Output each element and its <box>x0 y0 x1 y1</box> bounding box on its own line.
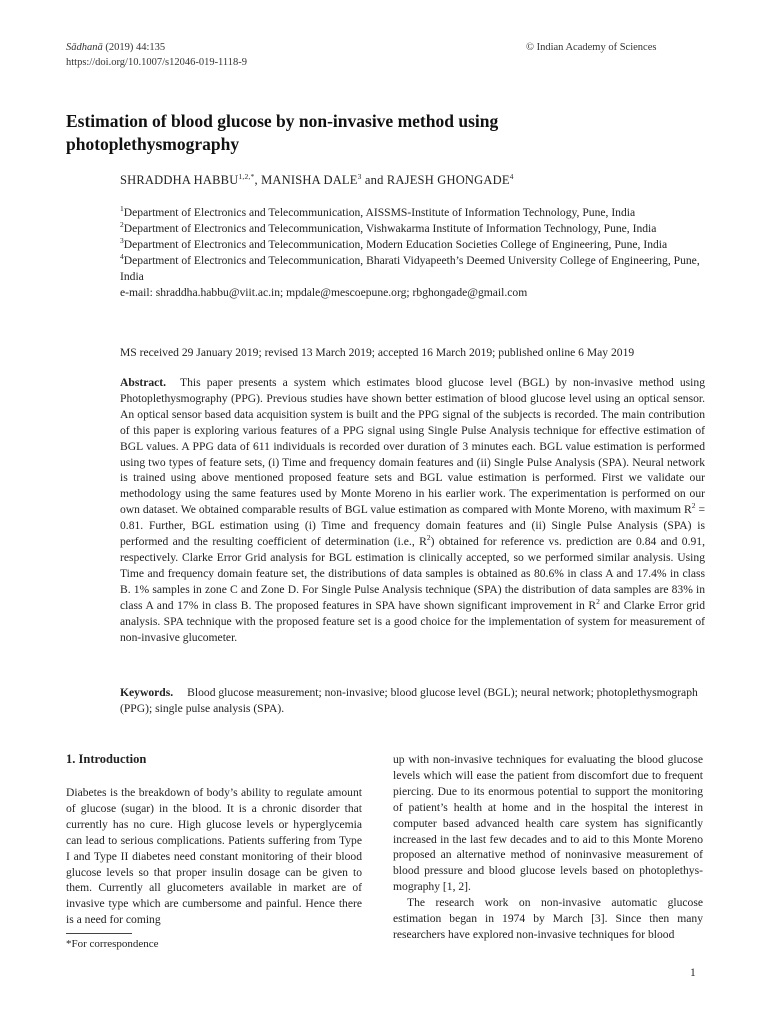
affiliation <box>120 221 705 237</box>
affiliation-text: Department of Electronics and Telecommunication, AISSMS-Institute of Information Technology, Pune, India <box>123 206 636 219</box>
keywords-text: Blood glucose measurement; non-invasive; blood glucose level (BGL); neural network; photoplethysmograph (PPG); single pulse analysis (SPA). <box>120 686 698 715</box>
keywords-label: Keywords. <box>120 686 174 699</box>
affiliation-number: 4 <box>120 251 124 261</box>
author-name: RAJESH GHONGADE <box>386 173 510 187</box>
body-paragraph: up with non-invasive techniques for evaluating the blood glucose levels which will ease the patient from discomfort due to frequent piercing. Due to its enormous potential to support the monitoring of patient’s health at home and in the hospital the interest in computer based advanced health care system has significantly increased in the last few decades and to aid to this Monte Moreno proposed an alternative method of noninvasive measurement of blood pressure and blood glucose levels based on photoplethysmography [1, 2]. <box>393 753 703 894</box>
affiliation-number: 2 <box>120 220 124 230</box>
author-list <box>120 173 514 188</box>
author-separator: and <box>361 173 387 187</box>
abstract-text: = 0.81. Further, BGL estimation using (i) Time and frequency domain features and (ii) Single Pulse Analysis (SPA) is performed and the resulting coefficient of determination (i.e., R <box>120 503 706 549</box>
affiliation-number: 3 <box>120 235 124 245</box>
abstract-text: ) obtained for reference vs. prediction are 0.84 and 0.91, respectively. Clarke Error Grid analysis for BGL estimation is clinically accepted, so we performed similar analysis. Using Time and frequency domain feature set, the distributions of data samples is obtained as 80.6% in class A and 17.4% in class B. 1% samples in zone C and Zone D. For Single Pulse Analysis technique (SPA) the distribution of data samples are 83% in class A and 17% in class B. The proposed features in SPA have shown significant improvement in R <box>120 535 705 612</box>
publisher-notice: © Indian Academy of Sciences <box>526 42 657 53</box>
affiliation-number: 1 <box>120 204 124 214</box>
author-name: SHRADDHA HABBU <box>120 173 239 187</box>
footnote-divider <box>66 933 132 934</box>
right-column <box>393 752 703 943</box>
affiliation-text: Department of Electronics and Telecommunication, Bharati Vidyapeeth’s Deemed University College of Engineering, Pune, India <box>120 253 700 283</box>
affiliation <box>120 237 705 253</box>
journal-citation <box>66 40 247 70</box>
superscript: 2 <box>691 501 696 511</box>
author-affiliation-mark: 3 <box>357 171 362 181</box>
journal-name: Sādhanā <box>66 42 103 53</box>
author-name: MANISHA DALE <box>261 173 358 187</box>
affiliation-text: Department of Electronics and Telecommunication, Vishwakarma Institute of Information Technology, Pune, India <box>123 221 657 235</box>
superscript: 2 <box>426 533 431 543</box>
abstract <box>120 375 705 645</box>
affiliation <box>120 205 705 221</box>
affiliation-list <box>120 205 705 300</box>
article-title: Estimation of blood glucose by non-invasive method using photoplethysmography <box>66 111 499 154</box>
keywords <box>120 685 705 717</box>
abstract-label: Abstract. <box>120 376 167 389</box>
email-line: e-mail: shraddha.habbu@viit.ac.in; mpdale@mescoepune.org; rbghongade@gmail.com <box>120 285 528 299</box>
affiliation <box>120 253 705 285</box>
received-dates: MS received 29 January 2019; revised 13 March 2019; accepted 16 March 2019; published online 6 May 2019 <box>120 346 635 359</box>
author-affiliation-mark: 4 <box>509 171 514 181</box>
author-separator: , <box>254 173 262 187</box>
page-number: 1 <box>690 966 696 979</box>
citation-volume: (2019) 44:135 <box>102 42 166 53</box>
left-column <box>66 785 362 928</box>
abstract-text: This paper presents a system which estimates blood glucose level (BGL) by non-invasive method using Photoplethysmography (PPG). Previous studies have shown better estimation of blood glucose level using an optical sensor. An optical sensor based data acquisition system is built and the PPG signal of the subjects is recorded. The main contribution of this paper is exploring various features of a PPG signal using Single Pulse Analysis technique for effective estimation of BGL values. A PPG data of 611 individuals is recorded over duration of 3 minutes each. BGL value estimation is performed using two types of feature sets, (i) Time and frequency domain features and (ii) Single Pulse Analysis (SPA). Neural network is trained using above mentioned proposed feature sets and BGL value estimation is performed. First we validate our methodology using the same features used by Monte Moreno in his earlier work. The experimentation is performed on our own dataset. We obtained comparable results of BGL value estimation as compared with Monte Moreno, with maximum R <box>120 376 705 517</box>
section-heading: 1. Introduction <box>66 752 147 766</box>
abstract-text: and Clarke Error grid analysis. SPA technique with the proposed feature set is a good choice for the implementation of system for measurement of non-invasive glucometer. <box>120 598 706 644</box>
affiliation-text: Department of Electronics and Telecommunication, Modern Education Societies College of Engineering, Pune, India <box>123 237 668 251</box>
author-affiliation-mark: 1,2,* <box>238 171 255 181</box>
footnote: *For correspondence <box>66 938 159 950</box>
doi-link[interactable]: https://doi.org/10.1007/s12046-019-1118-9 <box>66 57 248 68</box>
body-paragraph: Diabetes is the breakdown of body’s ability to regulate amount of glucose (sugar) in the blood. It is a chronic disorder that currently has no cure. High glucose levels or hyperglycemia can lead to serious complications. Patients suffering from Type I and Type II diabetes need constant monitoring of their blood glucose levels so that proper insulin dosage can be given to them. Currently all glucometers available in market are of invasive type which are cumbersome and painful. Hence there is a need for coming <box>66 786 362 927</box>
body-paragraph: The research work on non-invasive automatic glucose estimation began in 1974 by March [3]. Since then many researchers have explored non-invasive techniques for blood <box>393 896 703 941</box>
superscript: 2 <box>596 596 600 606</box>
